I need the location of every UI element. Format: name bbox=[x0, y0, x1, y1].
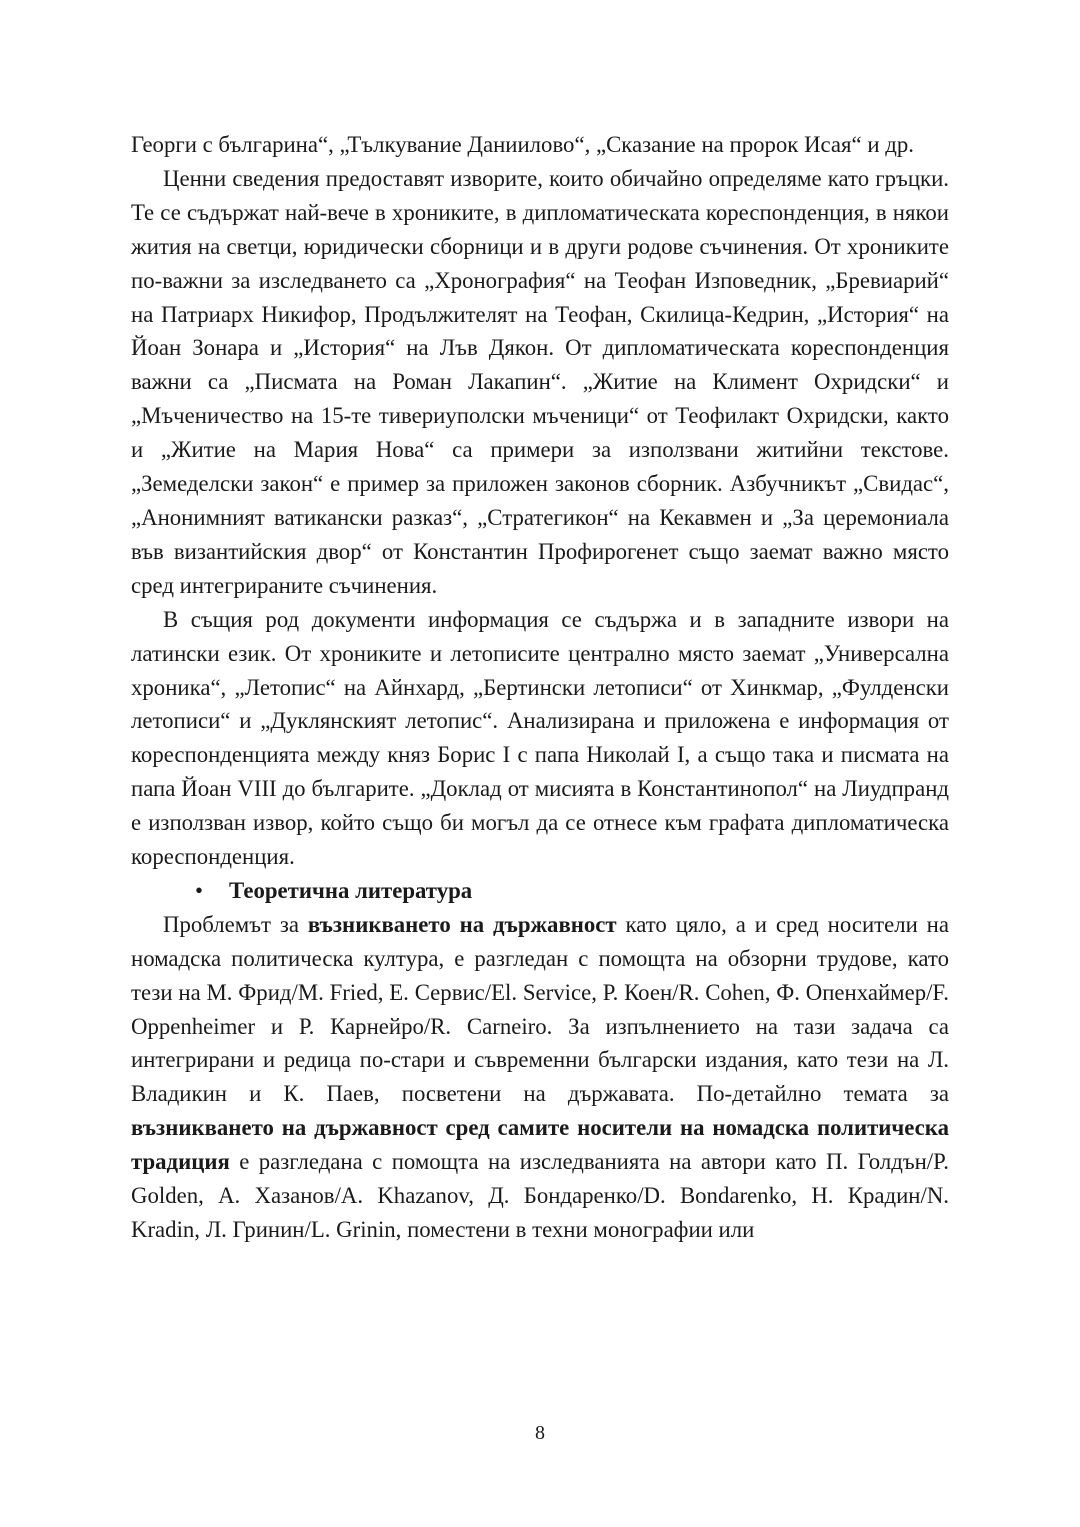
body-text bbox=[131, 128, 949, 1247]
paragraph-continuation: Георги с българина“, „Тълкувание Даниилово“, „Сказание на пророк Исая“ и др. bbox=[131, 132, 914, 157]
paragraph-latin-sources: В същия род документи информация се съдържа и в западните извори на латински език. От хрониките и летописите централно място заемат „Универсална хроника“, „Летопис“ на Айнхард, „Бертински летописи“ от Хинкмар, „Фулденски летописи“ и „Дуклянският летопис“. Анализирана и приложена е информация от кореспонденцията между княз Борис I с папа Николай I, а също така и писмата на папа Йоан VIII до българите. „Доклад от мисията в Константинопол“ на Лиудпранд е използван извор, който също би могъл да се отнесе към графата дипломатическа кореспонденция. bbox=[131, 606, 949, 870]
paragraph-statehood bbox=[131, 908, 949, 1247]
bold-term: възникването на държавност bbox=[307, 911, 617, 937]
paragraph-text-segment: като цяло, а и сред носители на номадска политическа култура, е разгледан с помощта на обзорни трудове, като тези на М. Фрид/M. Fried, Е. Сервис/El. Service, Р. Коен/R. Cohen, Ф. Опенхаймер/F. Oppenheimer и Р. Карнейро/R. Carneiro. За изпълнението на тази задача са интегрирани и редица по-стари и съвременни български издания, като тези на Л. Владикин и К. Паев, посветени на държавата. По-детайлно темата за bbox=[131, 911, 950, 1107]
paragraph-greek-sources: Ценни сведения предоставят изворите, които обичайно определяме като гръцки. Те се съдържат най-вече в хрониките, в дипломатическата кореспонденция, в някои жития на светци, юридически сборници и в други родове съчинения. От хрониките по-важни за изследването са „Хронография“ на Теофан Изповедник, „Бревиарий“ на Патриарх Никифор, Продължителят на Теофан, Скилица-Кедрин, „История“ на Йоан Зонара и „История“ на Лъв Дякон. От дипломатическата кореспонденция важни са „Писмата на Роман Лакапин“. „Житие на Климент Охридски“ и „Мъченичество на 15-те тивериуполски мъченици“ от Теофилакт Охридски, както и „Житие на Мария Нова“ са примери за използвани житийни текстове. „Земеделски закон“ е пример за приложен законов сборник. Азбучникът „Свидас“, „Анонимният ватикански разказ“, „Стратегикон“ на Кекавмен и „За церемониала във византийския двор“ от Константин Профирогенет също заемат важно място сред интегрираните съчинения. bbox=[131, 165, 949, 598]
page-number: 8 bbox=[535, 1422, 545, 1444]
paragraph-text-segment: е разгледана с помощта на изследванията на автори като П. Голдън/P. Golden, А. Хазанов/A. Khazanov, Д. Бондаренко/D. Bondarenko, Н. Крадин/N. Kradin, Л. Гринин/L. Grinin, поместени в техни монографии или bbox=[131, 1149, 949, 1242]
section-heading-label: Теоретична литература bbox=[229, 877, 473, 903]
bullet-icon: • bbox=[195, 877, 203, 903]
bold-term: възникването на държавност сред самите носители на номадска политическа традиция bbox=[131, 1115, 949, 1175]
paragraph-text-segment: Проблемът за bbox=[163, 911, 308, 937]
section-heading-theoretical-literature bbox=[131, 874, 949, 908]
